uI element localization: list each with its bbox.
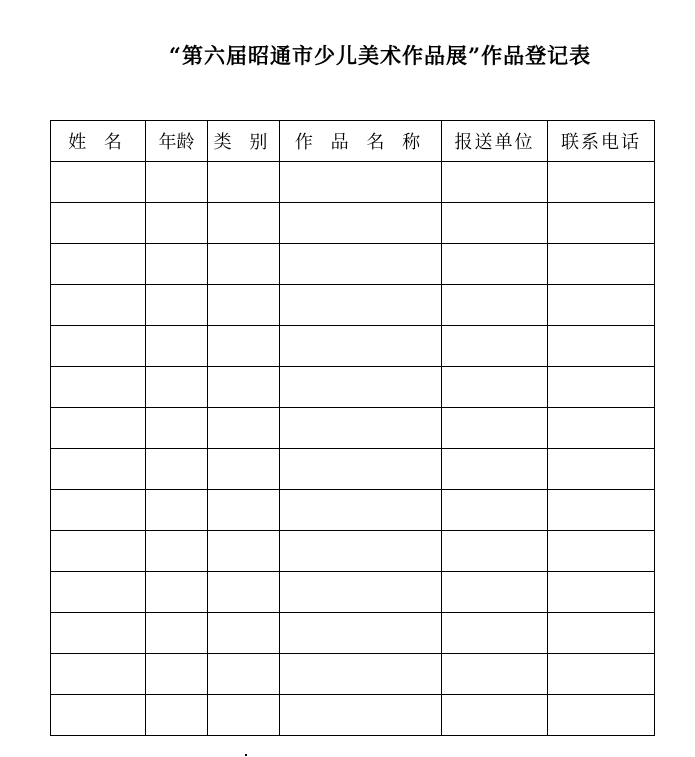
artwork-title-cell[interactable] <box>280 531 442 572</box>
category-cell[interactable] <box>208 449 280 490</box>
artwork-title-cell[interactable] <box>280 695 442 736</box>
table-row <box>51 203 655 244</box>
age-cell[interactable] <box>146 613 208 654</box>
submitting-unit-cell[interactable] <box>442 531 548 572</box>
table-row <box>51 695 655 736</box>
artwork-title-cell[interactable] <box>280 408 442 449</box>
phone-cell[interactable] <box>548 449 655 490</box>
name-cell[interactable] <box>51 203 146 244</box>
submitting-unit-cell[interactable] <box>442 408 548 449</box>
table-row <box>51 654 655 695</box>
table-row <box>51 572 655 613</box>
age-cell[interactable] <box>146 695 208 736</box>
phone-cell[interactable] <box>548 326 655 367</box>
name-cell[interactable] <box>51 162 146 203</box>
age-cell[interactable] <box>146 531 208 572</box>
submitting-unit-cell[interactable] <box>442 162 548 203</box>
name-cell[interactable] <box>51 531 146 572</box>
category-cell[interactable] <box>208 695 280 736</box>
phone-cell[interactable] <box>548 244 655 285</box>
name-cell[interactable] <box>51 244 146 285</box>
artwork-title-cell[interactable] <box>280 244 442 285</box>
stray-mark <box>245 754 247 756</box>
age-cell[interactable] <box>146 572 208 613</box>
name-cell[interactable] <box>51 695 146 736</box>
submitting-unit-cell[interactable] <box>442 490 548 531</box>
phone-cell[interactable] <box>548 408 655 449</box>
submitting-unit-cell[interactable] <box>442 203 548 244</box>
header-submitting-unit: 报送单位 <box>442 121 548 162</box>
table-row <box>51 285 655 326</box>
artwork-title-cell[interactable] <box>280 572 442 613</box>
category-cell[interactable] <box>208 654 280 695</box>
artwork-title-cell[interactable] <box>280 490 442 531</box>
age-cell[interactable] <box>146 367 208 408</box>
table-row <box>51 162 655 203</box>
phone-cell[interactable] <box>548 695 655 736</box>
header-artwork-title: 作 品 名 称 <box>280 121 442 162</box>
category-cell[interactable] <box>208 408 280 449</box>
age-cell[interactable] <box>146 244 208 285</box>
category-cell[interactable] <box>208 162 280 203</box>
phone-cell[interactable] <box>548 531 655 572</box>
page-title: “第六届昭通市少儿美术作品展”作品登记表 <box>168 43 592 68</box>
phone-cell[interactable] <box>548 285 655 326</box>
phone-cell[interactable] <box>548 162 655 203</box>
name-cell[interactable] <box>51 449 146 490</box>
category-cell[interactable] <box>208 490 280 531</box>
header-phone: 联系电话 <box>548 121 655 162</box>
name-cell[interactable] <box>51 490 146 531</box>
submitting-unit-cell[interactable] <box>442 613 548 654</box>
phone-cell[interactable] <box>548 613 655 654</box>
phone-cell[interactable] <box>548 490 655 531</box>
category-cell[interactable] <box>208 326 280 367</box>
submitting-unit-cell[interactable] <box>442 654 548 695</box>
submitting-unit-cell[interactable] <box>442 326 548 367</box>
artwork-title-cell[interactable] <box>280 449 442 490</box>
phone-cell[interactable] <box>548 203 655 244</box>
category-cell[interactable] <box>208 244 280 285</box>
submitting-unit-cell[interactable] <box>442 695 548 736</box>
submitting-unit-cell[interactable] <box>442 449 548 490</box>
name-cell[interactable] <box>51 572 146 613</box>
category-cell[interactable] <box>208 285 280 326</box>
table-row <box>51 408 655 449</box>
category-cell[interactable] <box>208 203 280 244</box>
age-cell[interactable] <box>146 654 208 695</box>
artwork-title-cell[interactable] <box>280 162 442 203</box>
artwork-title-cell[interactable] <box>280 203 442 244</box>
age-cell[interactable] <box>146 162 208 203</box>
table-row <box>51 244 655 285</box>
header-category: 类 别 <box>208 121 280 162</box>
artwork-title-cell[interactable] <box>280 285 442 326</box>
phone-cell[interactable] <box>548 572 655 613</box>
table-row <box>51 490 655 531</box>
artwork-title-cell[interactable] <box>280 326 442 367</box>
artwork-title-cell[interactable] <box>280 367 442 408</box>
submitting-unit-cell[interactable] <box>442 285 548 326</box>
header-name: 姓 名 <box>51 121 146 162</box>
name-cell[interactable] <box>51 408 146 449</box>
age-cell[interactable] <box>146 408 208 449</box>
header-age: 年龄 <box>146 121 208 162</box>
age-cell[interactable] <box>146 326 208 367</box>
name-cell[interactable] <box>51 326 146 367</box>
header-row <box>51 121 655 162</box>
table-row <box>51 367 655 408</box>
name-cell[interactable] <box>51 613 146 654</box>
name-cell[interactable] <box>51 285 146 326</box>
category-cell[interactable] <box>208 613 280 654</box>
name-cell[interactable] <box>51 654 146 695</box>
registration-table <box>50 120 655 736</box>
table-row <box>51 531 655 572</box>
category-cell[interactable] <box>208 572 280 613</box>
table-row <box>51 449 655 490</box>
age-cell[interactable] <box>146 490 208 531</box>
category-cell[interactable] <box>208 367 280 408</box>
table-row <box>51 613 655 654</box>
submitting-unit-cell[interactable] <box>442 367 548 408</box>
artwork-title-cell[interactable] <box>280 654 442 695</box>
age-cell[interactable] <box>146 449 208 490</box>
artwork-title-cell[interactable] <box>280 613 442 654</box>
phone-cell[interactable] <box>548 367 655 408</box>
table-row <box>51 326 655 367</box>
category-cell[interactable] <box>208 531 280 572</box>
age-cell[interactable] <box>146 203 208 244</box>
phone-cell[interactable] <box>548 654 655 695</box>
name-cell[interactable] <box>51 367 146 408</box>
age-cell[interactable] <box>146 285 208 326</box>
submitting-unit-cell[interactable] <box>442 244 548 285</box>
submitting-unit-cell[interactable] <box>442 572 548 613</box>
